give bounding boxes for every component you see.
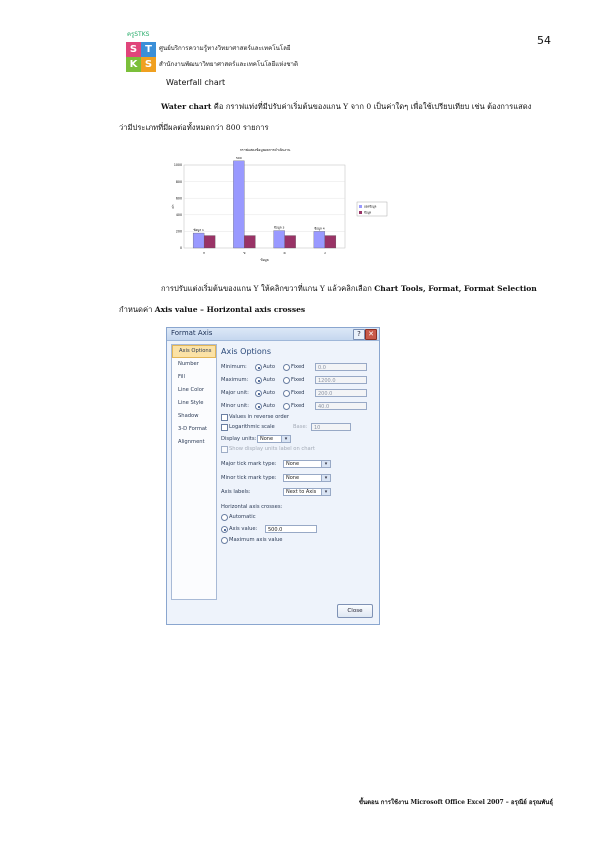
- major-tick-value: None: [286, 461, 300, 467]
- y-tick-label: 400: [175, 213, 182, 217]
- logo-letter-k: K: [126, 57, 141, 72]
- options-nav: [171, 344, 217, 600]
- legend-swatch: [359, 205, 362, 208]
- y-tick-label: 1000: [173, 163, 182, 168]
- paragraph-intro: [119, 96, 539, 138]
- y-tick-label: 200: [175, 229, 182, 234]
- term-water-chart: Water chart: [161, 102, 212, 111]
- instruction-setting-name: Axis value – Horizontal axis crosses: [154, 305, 306, 314]
- major-unit-label: Major unit:: [221, 390, 249, 396]
- chevron-down-icon: ▾: [321, 489, 330, 495]
- page-number: 54: [537, 34, 551, 47]
- minimum-fixed-label: Fixed: [291, 364, 305, 370]
- nav-item-shadow[interactable]: Shadow: [178, 413, 199, 419]
- minor-unit-auto-label: Auto: [263, 403, 276, 409]
- bar-series1: [274, 231, 285, 248]
- display-units-value: None: [260, 436, 274, 442]
- major-tick-select[interactable]: [283, 460, 331, 468]
- maximum-auto-label: Auto: [263, 377, 276, 383]
- minor-tick-value: None: [286, 475, 300, 481]
- format-axis-dialog: [166, 327, 380, 625]
- maximum-fixed-label: Fixed: [291, 377, 305, 383]
- data-label: ข้อมูล 4: [314, 226, 325, 231]
- minor-unit-fixed-label: Fixed: [291, 403, 305, 409]
- minor-unit-auto-radio[interactable]: [255, 403, 262, 410]
- base-label: Base:: [293, 424, 308, 430]
- legend-swatch: [359, 211, 362, 214]
- major-unit-value-field[interactable]: 200.0: [315, 389, 367, 397]
- bar-series2: [204, 236, 215, 248]
- x-tick-label: ข: [243, 251, 246, 255]
- instruction-text: การปรับแต่งเริ่มต้นของแกน Y ให้คลิกขวาที่แกน Y แล้วคลิกเลือก: [161, 284, 375, 293]
- y-tick-label: 600: [175, 196, 182, 201]
- page-footer: ขั้นตอน การใช้งาน Microsoft Office Excel 2007 – อรุณีย์ อรุณพันธุ์: [358, 799, 553, 806]
- paragraph-instruction: [119, 278, 539, 320]
- major-unit-fixed-label: Fixed: [291, 390, 305, 396]
- bar-series2: [244, 236, 255, 248]
- legend-entry: ข้อมูล: [364, 210, 372, 215]
- close-icon[interactable]: ✕: [365, 329, 377, 340]
- minor-unit-fixed-radio[interactable]: [283, 403, 290, 410]
- bar-series1: [193, 233, 204, 248]
- y-tick-label: 800: [175, 179, 182, 184]
- minimum-value-field[interactable]: 0.0: [315, 363, 367, 371]
- instruction-menu-path: Chart Tools, Format, Format Selection: [374, 284, 537, 293]
- dialog-titlebar[interactable]: [167, 328, 379, 341]
- panel-title: Axis Options: [221, 347, 272, 356]
- y-axis-label: ค่า: [171, 204, 175, 209]
- maximum-auto-radio[interactable]: [255, 377, 262, 384]
- axis-options-panel: [219, 344, 375, 598]
- crosses-axis-value-radio[interactable]: [221, 526, 228, 533]
- axis-labels-value: Next to Axis: [286, 489, 317, 495]
- close-button[interactable]: Close: [337, 604, 373, 618]
- instruction-tail: กำหนดค่า: [119, 305, 155, 314]
- log-scale-checkbox[interactable]: [221, 424, 228, 431]
- log-scale-label: Logarithmic scale: [229, 424, 275, 430]
- display-units-select[interactable]: [257, 435, 291, 443]
- org-name-line1: ศูนย์บริการความรู้ทางวิทยาศาสตร์และเทคโนโลยี: [159, 45, 291, 52]
- minimum-label: Minimum:: [221, 364, 247, 370]
- chart-title: กราฟแสดงข้อมูลผลการดำเนินงาน: [239, 148, 291, 152]
- bar-series2: [285, 236, 296, 248]
- maximum-label: Maximum:: [221, 377, 249, 383]
- minor-tick-select[interactable]: [283, 474, 331, 482]
- logo-letter-t: T: [141, 42, 156, 57]
- y-tick-label: 0: [179, 246, 182, 251]
- minor-tick-label: Minor tick mark type:: [221, 475, 277, 481]
- minimum-fixed-radio[interactable]: [283, 364, 290, 371]
- bar-series1: [233, 161, 244, 248]
- major-unit-auto-label: Auto: [263, 390, 276, 396]
- org-name-line2: สำนักงานพัฒนาวิทยาศาสตร์และเทคโนโลยีแห่งชาติ: [159, 61, 299, 68]
- axis-labels-select[interactable]: [283, 488, 331, 496]
- chevron-down-icon: ▾: [321, 475, 330, 481]
- major-unit-fixed-radio[interactable]: [283, 390, 290, 397]
- minor-unit-label: Minor unit:: [221, 403, 249, 409]
- dialog-title: Format Axis: [171, 329, 213, 337]
- nav-item-line-color[interactable]: Line Color: [178, 387, 205, 393]
- maximum-value-field[interactable]: 1200.0: [315, 376, 367, 384]
- paragraph-intro-text: คือ กราฟแท่งที่มีปรับค่าเริ่มต้นของแกน Y จาก 0 เป็นค่าใดๆ เพื่อใช้เปรียบเทียบ เช่น ต้องการแสดงว่ามีประเภทที่มีผลต่อทั้งหมดกว่า 800 รายการ: [119, 102, 532, 132]
- minimum-auto-label: Auto: [263, 364, 276, 370]
- data-label: ข้อมูล 3: [273, 225, 285, 230]
- crosses-maximum-radio[interactable]: [221, 537, 228, 544]
- stks-logo: [126, 28, 156, 72]
- nav-item-number[interactable]: Number: [178, 361, 199, 367]
- display-units-label: Display units:: [221, 436, 257, 442]
- axis-labels-label: Axis labels:: [221, 489, 251, 495]
- values-reverse-checkbox[interactable]: [221, 414, 228, 421]
- nav-item-fill[interactable]: Fill: [178, 374, 185, 380]
- values-reverse-label: Values in reverse order: [229, 414, 289, 420]
- chevron-down-icon: ▾: [321, 461, 330, 467]
- nav-item-3d-format[interactable]: 3-D Format: [178, 426, 208, 432]
- bar-series1: [314, 231, 325, 248]
- major-tick-label: Major tick mark type:: [221, 461, 277, 467]
- nav-item-alignment[interactable]: Alignment: [178, 439, 205, 445]
- crosses-axis-value-label: Axis value:: [229, 526, 258, 532]
- logo-letter-s: S: [126, 42, 141, 57]
- nav-item-line-style[interactable]: Line Style: [178, 400, 204, 406]
- logo-top-text: ครูSTKS: [127, 31, 150, 38]
- minimum-auto-radio[interactable]: [255, 364, 262, 371]
- chevron-down-icon: ▾: [281, 436, 290, 442]
- logo-letter-s: S: [141, 57, 156, 72]
- bar-series2: [325, 236, 336, 248]
- show-units-label: Show display units label on chart: [229, 446, 315, 452]
- nav-item-axis-options[interactable]: Axis Options: [172, 345, 216, 358]
- x-tick-label: ง: [324, 251, 326, 255]
- major-unit-auto-radio[interactable]: [255, 390, 262, 397]
- help-icon[interactable]: ?: [353, 329, 365, 340]
- base-value-field[interactable]: 10: [311, 423, 351, 431]
- data-label: ข้อมูล 1: [193, 228, 204, 233]
- crosses-axis-value-field[interactable]: 500.0: [265, 525, 317, 533]
- waterfall-chart: [170, 145, 390, 273]
- x-axis-label: ข้อมูล: [260, 258, 269, 262]
- chart-svg: [170, 145, 390, 273]
- x-tick-label: ค: [283, 251, 286, 255]
- maximum-fixed-radio[interactable]: [283, 377, 290, 384]
- crosses-maximum-label: Maximum axis value: [229, 537, 283, 543]
- crosses-title: Horizontal axis crosses:: [221, 504, 283, 510]
- legend-entry: ยอดข้อมูล: [364, 204, 377, 209]
- show-units-checkbox[interactable]: [221, 446, 228, 453]
- data-label: 500: [236, 155, 242, 160]
- crosses-automatic-label: Automatic: [229, 514, 256, 520]
- minor-unit-value-field[interactable]: 40.0: [315, 402, 367, 410]
- x-tick-label: ก: [203, 251, 206, 255]
- crosses-automatic-radio[interactable]: [221, 514, 228, 521]
- section-heading: Waterfall chart: [166, 78, 226, 87]
